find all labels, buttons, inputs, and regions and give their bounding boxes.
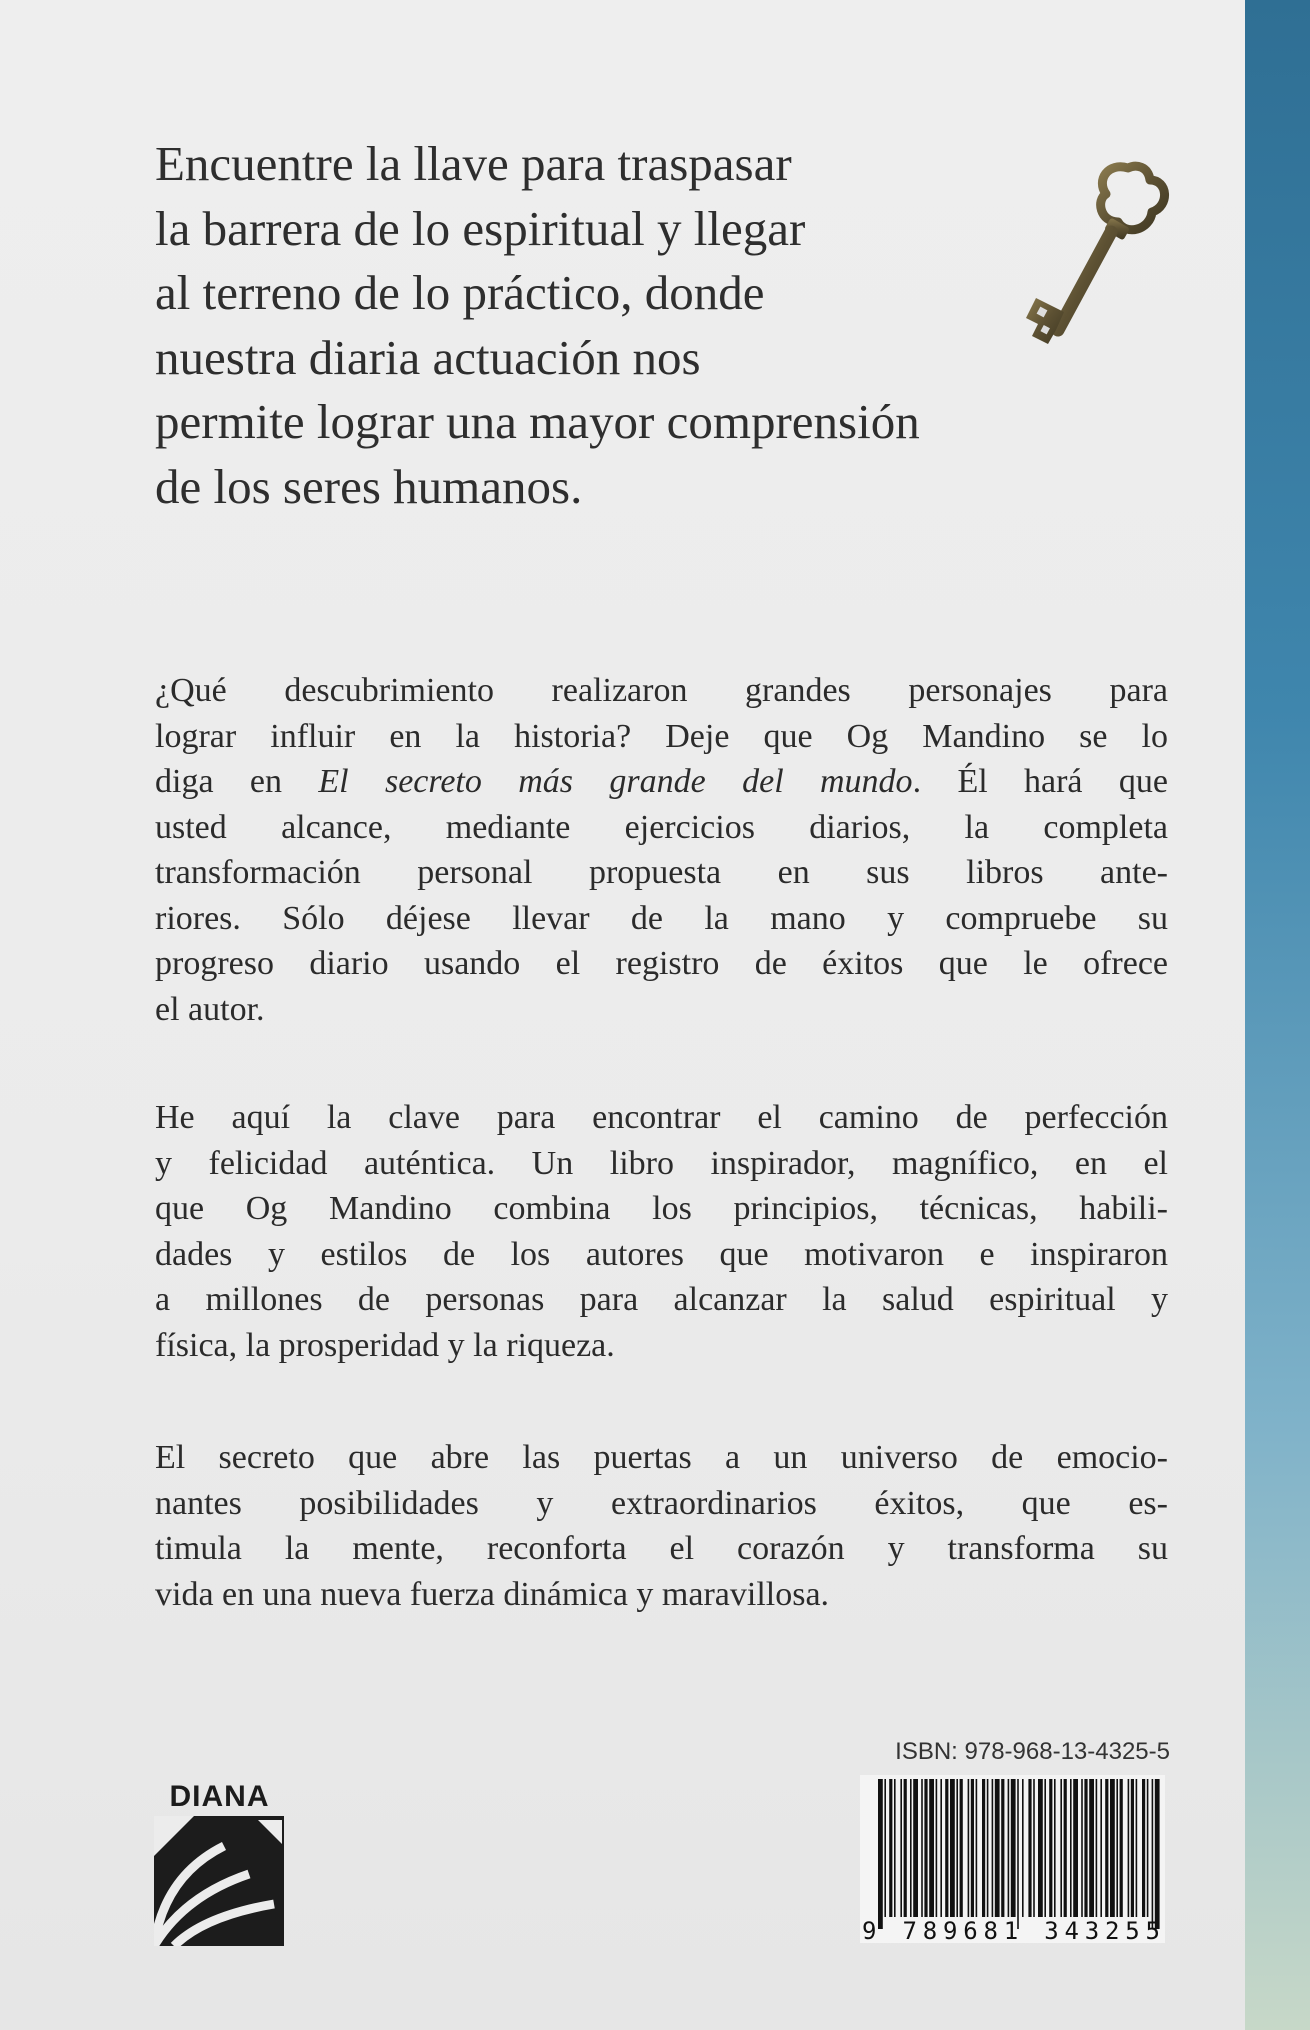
barcode-bar bbox=[889, 1779, 892, 1917]
intro-line: Encuentre la llave para traspasar bbox=[155, 136, 792, 191]
barcode-bar bbox=[945, 1779, 948, 1917]
barcode-bar bbox=[1120, 1779, 1123, 1917]
intro-line: al terreno de lo práctico, donde bbox=[155, 265, 765, 320]
line-prefix: diga en bbox=[155, 763, 282, 800]
barcode-bar bbox=[878, 1779, 883, 1929]
paragraph-line: que Og Mandino combina los principios, técnicas, habili- bbox=[155, 1190, 1168, 1227]
barcode-bar bbox=[1136, 1779, 1138, 1917]
paragraph-line: física, la prosperidad y la riqueza. bbox=[155, 1326, 615, 1364]
barcode-bar bbox=[1022, 1779, 1024, 1917]
paragraph-line: a millones de personas para alcanzar la salud espiritual y bbox=[155, 1281, 1168, 1318]
paragraph-line: riores. Sólo déjese llevar de la mano y compruebe su bbox=[155, 899, 1168, 937]
intro-line: permite lograr una mayor comprensión bbox=[155, 394, 920, 449]
barcode-bar bbox=[971, 1779, 974, 1917]
publisher-name: DIANA bbox=[169, 1780, 270, 1813]
barcode-bar bbox=[1147, 1779, 1149, 1917]
cover-spine-edge bbox=[1245, 0, 1310, 2030]
barcode-bar bbox=[960, 1779, 963, 1917]
barcode-bar bbox=[1001, 1779, 1004, 1917]
description-paragraph-3 bbox=[155, 1435, 1168, 1617]
book-title: El secreto más grande del mundo bbox=[318, 763, 913, 800]
paragraph-line: El secreto que abre las puertas a un universo de emocio- bbox=[155, 1439, 1168, 1476]
barcode-bar bbox=[884, 1779, 886, 1917]
paragraph-line: ¿Qué descubrimiento realizaron grandes personajes para bbox=[155, 672, 1168, 709]
paragraph-line: dades y estilos de los autores que motivaron e inspiraron bbox=[155, 1235, 1168, 1273]
paragraph-line: timula la mente, reconforta el corazón y transforma su bbox=[155, 1530, 1168, 1567]
intro-text bbox=[155, 132, 1095, 519]
barcode-bar bbox=[956, 1779, 958, 1917]
barcode-bar bbox=[1038, 1779, 1043, 1917]
barcode-bar bbox=[900, 1779, 902, 1917]
barcode-bar bbox=[1105, 1779, 1108, 1917]
barcode-bar bbox=[940, 1779, 942, 1917]
barcode-bar bbox=[1070, 1779, 1072, 1917]
barcode-bar bbox=[929, 1779, 934, 1917]
barcode-bar bbox=[1100, 1779, 1102, 1917]
paragraph-line: lograr influir en la historia? Deje que Og Mandino se lo bbox=[155, 717, 1168, 755]
paragraph-line: usted alcance, mediante ejercicios diarios, la completa bbox=[155, 808, 1168, 846]
barcode-bar bbox=[1081, 1779, 1083, 1917]
barcode-bar bbox=[1049, 1779, 1052, 1917]
barcode-bar bbox=[1033, 1779, 1035, 1917]
barcode-bar bbox=[921, 1779, 923, 1917]
paragraph-line: transformación personal propuesta en sus libros ante- bbox=[155, 854, 1168, 891]
barcode-bar bbox=[1128, 1779, 1130, 1917]
paragraph-line: y felicidad auténtica. Un libro inspirador, magnífico, en el bbox=[155, 1144, 1168, 1182]
description-paragraph-1 bbox=[155, 668, 1168, 1032]
barcode-bar bbox=[1073, 1779, 1078, 1917]
barcode-bar bbox=[1054, 1779, 1056, 1917]
barcode-bar bbox=[910, 1779, 912, 1917]
barcode-bar bbox=[1116, 1779, 1118, 1917]
barcode-bar bbox=[982, 1779, 985, 1917]
barcode-bar bbox=[992, 1779, 994, 1917]
barcode-bar bbox=[1131, 1779, 1134, 1917]
publisher-logo bbox=[152, 1780, 287, 1950]
barcode-bar bbox=[1089, 1779, 1094, 1917]
line-period: . bbox=[912, 763, 922, 800]
barcode-bar bbox=[968, 1779, 970, 1917]
barcode-bar bbox=[987, 1779, 989, 1917]
barcode-bar bbox=[1064, 1779, 1067, 1917]
paragraph-line: el autor. bbox=[155, 990, 265, 1028]
barcode-bar bbox=[1060, 1779, 1062, 1917]
paragraph-line bbox=[155, 759, 1168, 805]
barcode-bar bbox=[1011, 1779, 1016, 1917]
barcode-bar bbox=[1028, 1779, 1031, 1917]
barcode-bar bbox=[894, 1779, 896, 1917]
diana-logo-icon bbox=[154, 1816, 284, 1946]
barcode-bar bbox=[950, 1779, 955, 1917]
description-paragraph-2 bbox=[155, 1095, 1168, 1368]
paragraph-line: vida en una nueva fuerza dinámica y maravillosa. bbox=[155, 1575, 830, 1613]
barcode-bar bbox=[1155, 1779, 1160, 1929]
barcode-bar bbox=[1044, 1779, 1046, 1917]
barcode-bar bbox=[1017, 1779, 1019, 1929]
barcode-bar bbox=[1084, 1779, 1087, 1917]
barcode-bar bbox=[995, 1779, 1000, 1917]
isbn-label: ISBN: 978-968-13-4325-5 bbox=[895, 1738, 1170, 1765]
line-suffix: Él hará que bbox=[957, 763, 1168, 800]
intro-line: la barrera de lo espiritual y llegar bbox=[155, 200, 806, 256]
barcode-bar bbox=[924, 1779, 927, 1917]
intro-line: nuestra diaria actuación nos bbox=[155, 329, 701, 385]
barcode-bar bbox=[1096, 1779, 1098, 1917]
barcode-bars bbox=[860, 1775, 1165, 1943]
barcode bbox=[860, 1775, 1165, 1943]
barcode-digits: 9 789681 343255 bbox=[862, 1917, 1160, 1943]
paragraph-line: progreso diario usando el registro de éxitos que le ofrece bbox=[155, 945, 1168, 982]
barcode-bar bbox=[1142, 1779, 1145, 1917]
barcode-bar bbox=[913, 1779, 918, 1917]
key-icon bbox=[1008, 160, 1178, 360]
barcode-bar bbox=[976, 1779, 978, 1917]
paragraph-line: He aquí la clave para encontrar el camino de perfección bbox=[155, 1099, 1168, 1136]
intro-line: de los seres humanos. bbox=[155, 458, 583, 514]
paragraph-line: nantes posibilidades y extraordinarios éxitos, que es- bbox=[155, 1484, 1168, 1522]
barcode-bar bbox=[1008, 1779, 1010, 1917]
barcode-bar bbox=[936, 1779, 938, 1917]
barcode-bar bbox=[904, 1779, 907, 1917]
barcode-bar bbox=[1110, 1779, 1115, 1917]
barcode-bar bbox=[1152, 1779, 1154, 1929]
